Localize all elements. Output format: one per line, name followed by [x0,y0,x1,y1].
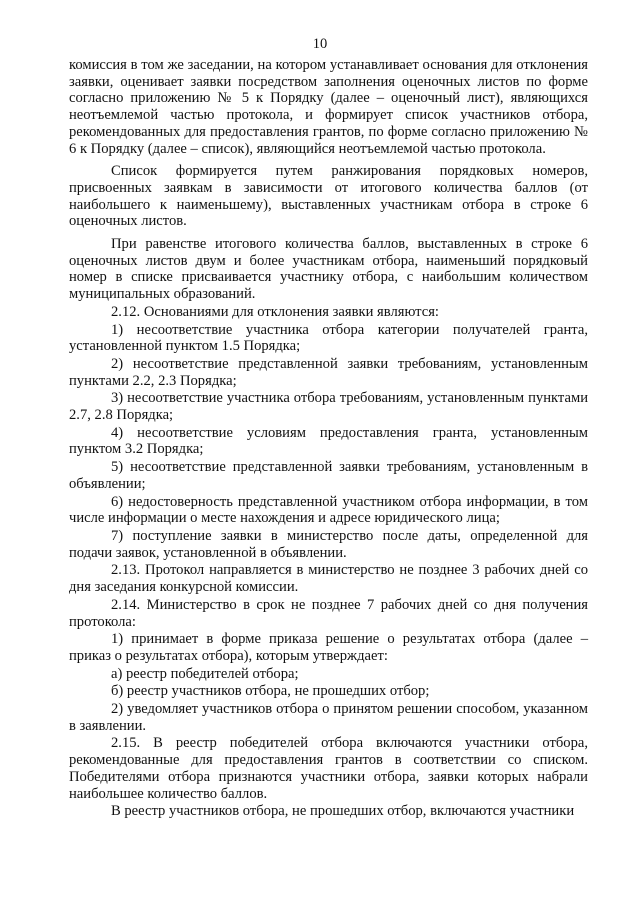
list-item-decision-2: 2) уведомляет участников отбора о принятом решении способом, указанном в заявлении. [69,701,588,734]
list-item-rejection-2: 2) несоответствие представленной заявки требованиям, установленным пунктами 2.2, 2.3 Порядка; [69,355,588,389]
list-item-rejection-5: 5) несоответствие представленной заявки требованиям, установленным в объявлении; [69,459,588,492]
list-item-decision-1: 1) принимает в форме приказа решение о результатах отбора (далее – приказ о результатах отбора), которым утверждает: [69,631,588,664]
list-item-rejection-6: 6) недостоверность представленной участником отбора информации, в том числе информации о месте нахождения и адресе юридического лица; [69,493,588,527]
list-item-rejection-4: 4) несоответствие условиям предоставления гранта, установленным пунктом 3.2 Порядка; [69,424,588,458]
page-number: 10 [312,36,328,52]
paragraph-list-formation: Список формируется путем ранжирования порядковых номеров, присвоенных заявкам в зависимости от итогового количества баллов (от наибольшего к наименьшему), выставленных участникам отбора в строке 6 оценочных листов. [69,163,588,230]
list-item-rejection-1: 1) несоответствие участника отбора категории получателей гранта, установленной пунктом 1.5 Порядка; [69,321,588,355]
list-item-rejection-7: 7) поступление заявки в министерство после даты, определенной для подачи заявок, установленной в объявлении. [69,527,588,561]
list-item-rejection-3: 3) несоответствие участника отбора требованиям, установленным пунктами 2.7, 2.8 Порядка; [69,390,588,424]
paragraph-2-14: 2.14. Министерство в срок не позднее 7 рабочих дней со дня получения протокола: [69,596,588,630]
paragraph-commission-evaluation: комиссия в том же заседании, на котором устанавливает основания для отклонения заявки, оценивает заявки посредством заполнения оценочных листов по форме согласно приложению № 5 к Порядку (далее – оценочный лист), являющихся неотъемлемой частью протокола, и формирует список участников отбора, рекомендованных для предоставления грантов, по форме согласно приложению № 6 к Порядку (далее – список), являющийся неотъемлемой частью протокола. [69,57,588,157]
document-body [69,57,588,820]
paragraph-equal-score-rule: При равенстве итогового количества баллов, выставленных в строке 6 оценочных листов двум и более участникам отбора, наименьший порядковый номер в списке присваивается участнику отбора, с наибольшим количеством муниципальных образований. [69,236,588,303]
list-item-registry-a: а) реестр победителей отбора; [111,665,299,682]
paragraph-2-12-heading: 2.12. Основаниями для отклонения заявки являются: [111,303,439,320]
list-item-registry-b: б) реестр участников отбора, не прошедших отбор; [111,683,430,700]
paragraph-2-15: 2.15. В реестр победителей отбора включаются участники отбора, рекомендованные для предоставления грантов в соответствии со списком. Победителями отбора признаются участники отбора, заявки которых набрали наибольшее количество баллов. [69,735,588,802]
paragraph-registry-non-passed: В реестр участников отбора, не прошедших отбор, включаются участники [111,803,575,820]
paragraph-2-13: 2.13. Протокол направляется в министерство не позднее 3 рабочих дней со дня заседания конкурсной комиссии. [69,562,588,596]
